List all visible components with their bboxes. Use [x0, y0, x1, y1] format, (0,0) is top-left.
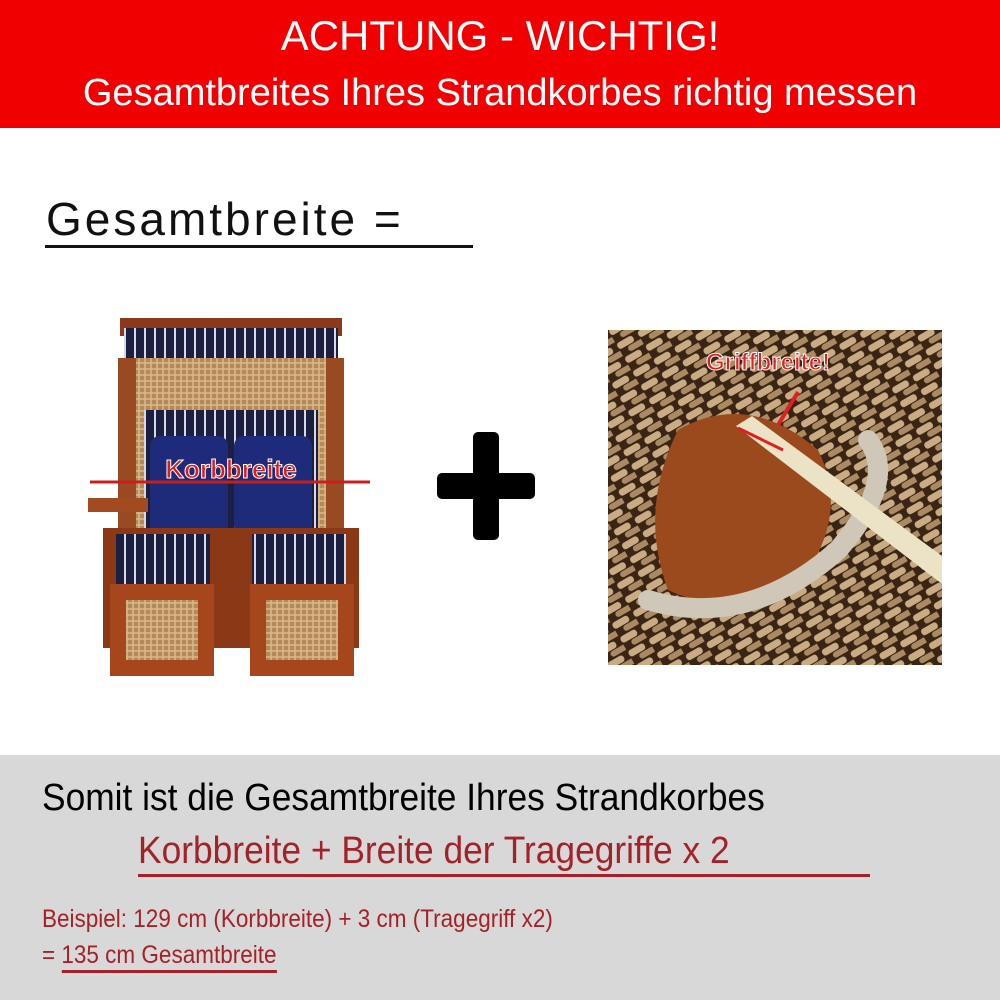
banner-subtitle: Gesamtbreites Ihres Strandkorbes richtig messen — [82, 72, 918, 114]
beach-chair-image — [88, 318, 373, 684]
result — [42, 940, 276, 970]
formula-underline — [138, 874, 870, 877]
griffbreite-label: Griffbreite! — [705, 349, 831, 376]
korbbreite-label: Korbbreite — [165, 454, 297, 484]
heading-underline — [45, 245, 473, 248]
heading: Gesamtbreite = — [46, 193, 404, 245]
example: Beispiel: 129 cm (Korbbreite) + 3 cm (Tragegriff x2) — [42, 905, 553, 933]
handle-photo — [608, 330, 942, 665]
result-prefix: = — [42, 941, 62, 969]
warning-banner — [0, 0, 1000, 128]
plus-icon — [437, 432, 535, 540]
formula: Korbbreite + Breite der Tragegriffe x 2 — [138, 830, 730, 872]
summary-line: Somit ist die Gesamtbreite Ihres Strandkorbes — [42, 777, 765, 819]
banner-title: ACHTUNG - WICHTIG! — [280, 12, 720, 59]
result-value: 135 cm Gesamtbreite — [61, 941, 276, 973]
